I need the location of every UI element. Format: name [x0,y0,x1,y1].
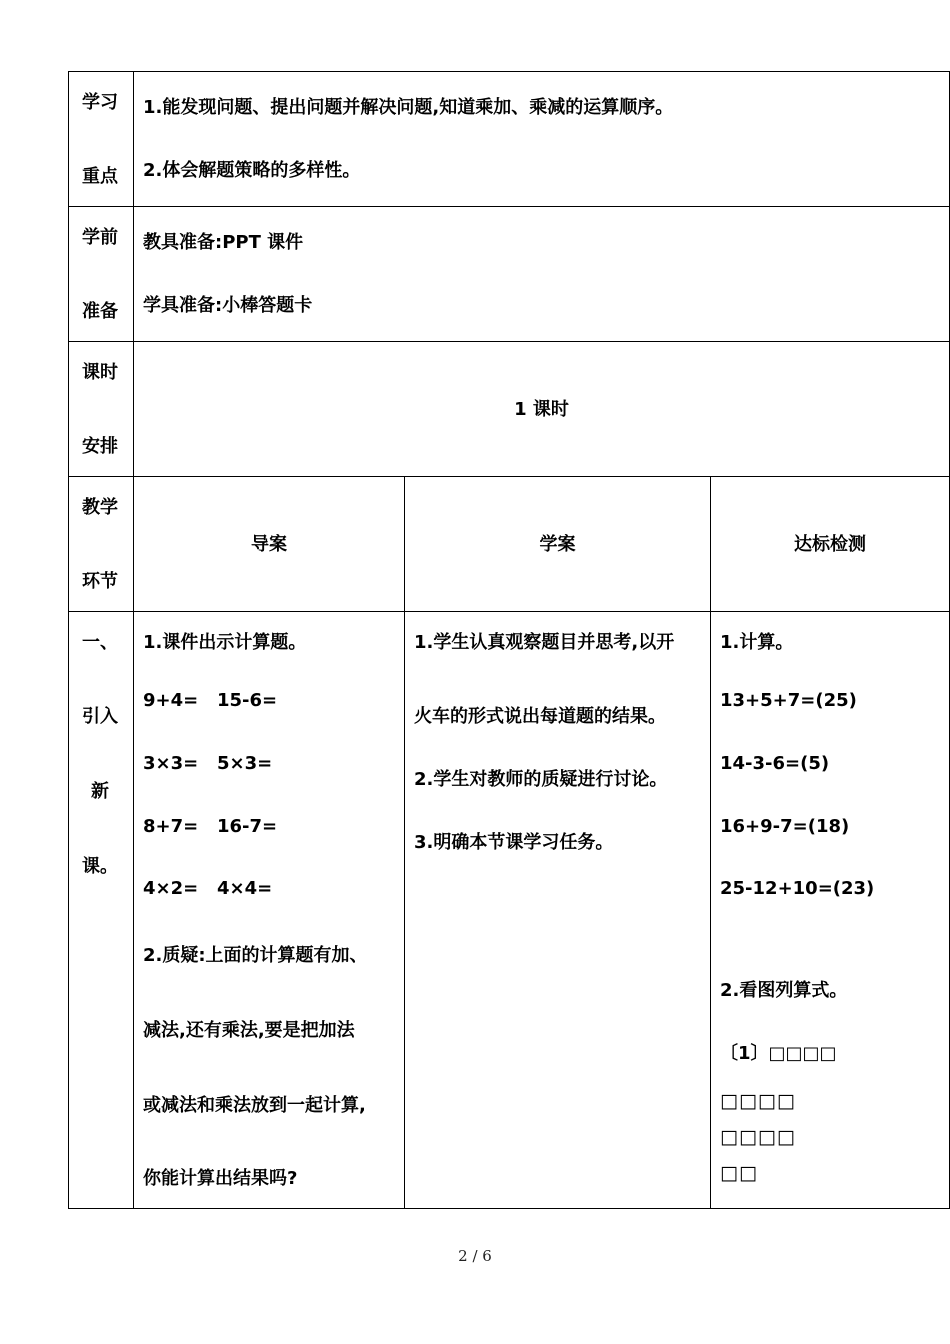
guide-line-8: 或减法和乘法放到一起计算, [143,1095,366,1116]
column-header-check: 达标检测 [794,534,866,555]
check-line-2: 13+5+7=(25) [720,690,857,711]
intro-label-2: 引入 [82,706,118,727]
guide-line-5: 4×2= 4×4= [143,878,273,899]
check-line-1: 1.计算。 [720,632,794,653]
intro-guide-cell [133,611,405,1209]
study-line-3: 2.学生对教师的质疑进行讨论。 [414,769,668,790]
header-cell-guide [133,476,405,612]
schedule-value: 1 课时 [514,399,569,420]
prep-line-2: 学具准备:小棒答题卡 [143,295,313,316]
prep-line-1: 教具准备:PPT 课件 [143,232,304,253]
check-line-4: 16+9-7=(18) [720,816,850,837]
label-cell-schedule [68,341,134,477]
intro-label-4: 课。 [82,856,118,877]
label-cell-header [68,476,134,612]
guide-line-6: 2.质疑:上面的计算题有加、 [143,945,368,966]
label-schedule-bottom: 安排 [82,436,118,457]
guide-line-1: 1.课件出示计算题。 [143,632,307,653]
label-focus-top: 学习 [82,92,118,113]
guide-line-7: 减法,还有乘法,要是把加法 [143,1020,355,1041]
intro-label-3: 新 [91,781,109,802]
box-row-2: □□□□ [720,1090,796,1112]
guide-line-3: 3×3= 5×3= [143,753,273,774]
label-header-bottom: 环节 [82,571,118,592]
study-line-2: 火车的形式说出每道题的结果。 [414,706,666,727]
intro-check-cell [710,611,950,1209]
label-cell-focus [68,71,134,207]
header-cell-study [404,476,711,612]
column-header-study: 学案 [539,534,576,555]
page-number: 2 / 6 [458,1247,492,1265]
label-cell-intro [68,611,134,1209]
check-line-7: 〔1〕□□□□ [720,1043,837,1064]
label-header-top: 教学 [82,497,118,518]
label-schedule-top: 课时 [82,362,118,383]
label-prep-bottom: 准备 [82,301,118,322]
focus-line-1: 1.能发现问题、提出问题并解决问题,知道乘加、乘减的运算顺序。 [143,97,674,118]
column-header-guide: 导案 [251,534,287,555]
guide-line-4: 8+7= 16-7= [143,816,278,837]
check-line-3: 14-3-6=(5) [720,753,830,774]
label-prep-top: 学前 [82,227,118,248]
content-cell-prep [133,206,950,342]
label-cell-prep [68,206,134,342]
study-line-4: 3.明确本节课学习任务。 [414,832,614,853]
intro-study-cell [404,611,711,1209]
study-line-1: 1.学生认真观察题目并思考,以开 [414,632,675,653]
content-cell-focus [133,71,950,207]
box-row-3: □□□□ [720,1126,796,1148]
check-line-6: 2.看图列算式。 [720,980,848,1001]
content-cell-schedule [133,341,950,477]
header-cell-check [710,476,950,612]
label-focus-bottom: 重点 [82,166,118,187]
intro-label-1: 一、 [82,632,118,653]
guide-line-9: 你能计算出结果吗? [143,1168,298,1189]
guide-line-2: 9+4= 15-6= [143,690,278,711]
check-line-5: 25-12+10=(23) [720,878,875,899]
box-row-4: □□ [720,1162,758,1184]
focus-line-2: 2.体会解题策略的多样性。 [143,160,361,181]
